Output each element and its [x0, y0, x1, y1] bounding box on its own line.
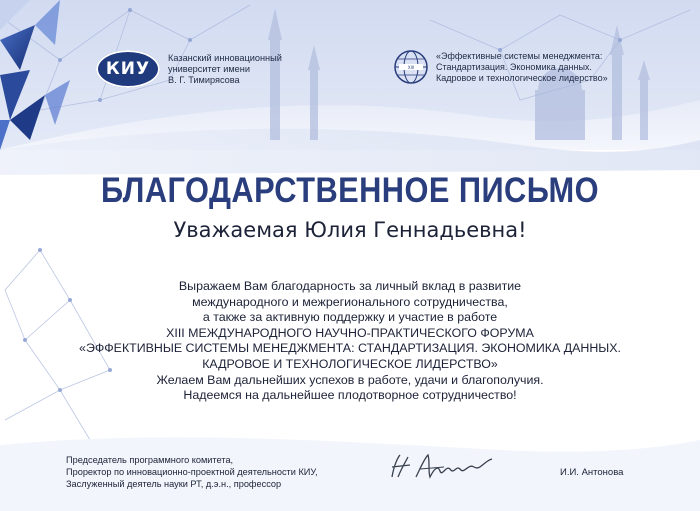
handwritten-signature [384, 447, 504, 487]
body-line: «ЭФФЕКТИВНЫЕ СИСТЕМЫ МЕНЕДЖМЕНТА: СТАНДАРТИЗАЦИЯ. ЭКОНОМИКА ДАННЫХ. [79, 341, 621, 356]
body-line: Надеемся на дальнейшее плодотворное сотрудничество! [183, 388, 517, 403]
greeting: Уважаемая Юлия Геннадьевна! [173, 218, 527, 242]
svg-text:XIII: XIII [407, 65, 415, 70]
letter-title: БЛАГОДАРСТВЕННОЕ ПИСЬМО [100, 171, 600, 210]
body-line: КАДРОВОЕ И ТЕХНОЛОГИЧЕСКОЕ ЛИДЕРСТВО» [202, 356, 498, 371]
body-line: а также за активную поддержку и участие в работе [202, 310, 498, 325]
position-line: Проректор по инновационно-проектной деятельности КИУ, [66, 467, 318, 477]
university-name: Казанский инновационный университет имени В. Г. Тимирясова [168, 52, 282, 85]
forum-logo [392, 48, 608, 86]
kiu-logo-badge: КИУ [96, 50, 160, 88]
globe-icon [392, 48, 430, 86]
position-line: Председатель программного комитета, [66, 455, 234, 465]
signer-position [66, 454, 318, 490]
signer-name: И.И. Антонова [560, 467, 624, 478]
letter-body [50, 279, 650, 404]
forum-name: «Эффективные системы менеджмента: Стандартизация. Экономика данных. Кадровое и технологическое лидерство» [436, 50, 608, 83]
position-line: Заслуженный деятель науки РТ, д.э.н., профессор [66, 479, 282, 489]
body-line: Желаем Вам дальнейших успехов в работе, удачи и благополучия. [156, 372, 544, 387]
university-logo [96, 50, 282, 88]
body-line: Выражаем Вам благодарность за личный вклад в развитие [178, 279, 522, 293]
body-line: международного и межрегионального сотрудничества, [192, 294, 508, 309]
body-line: XIII МЕЖДУНАРОДНОГО НАУЧНО-ПРАКТИЧЕСКОГО ФОРУМА [166, 325, 534, 340]
